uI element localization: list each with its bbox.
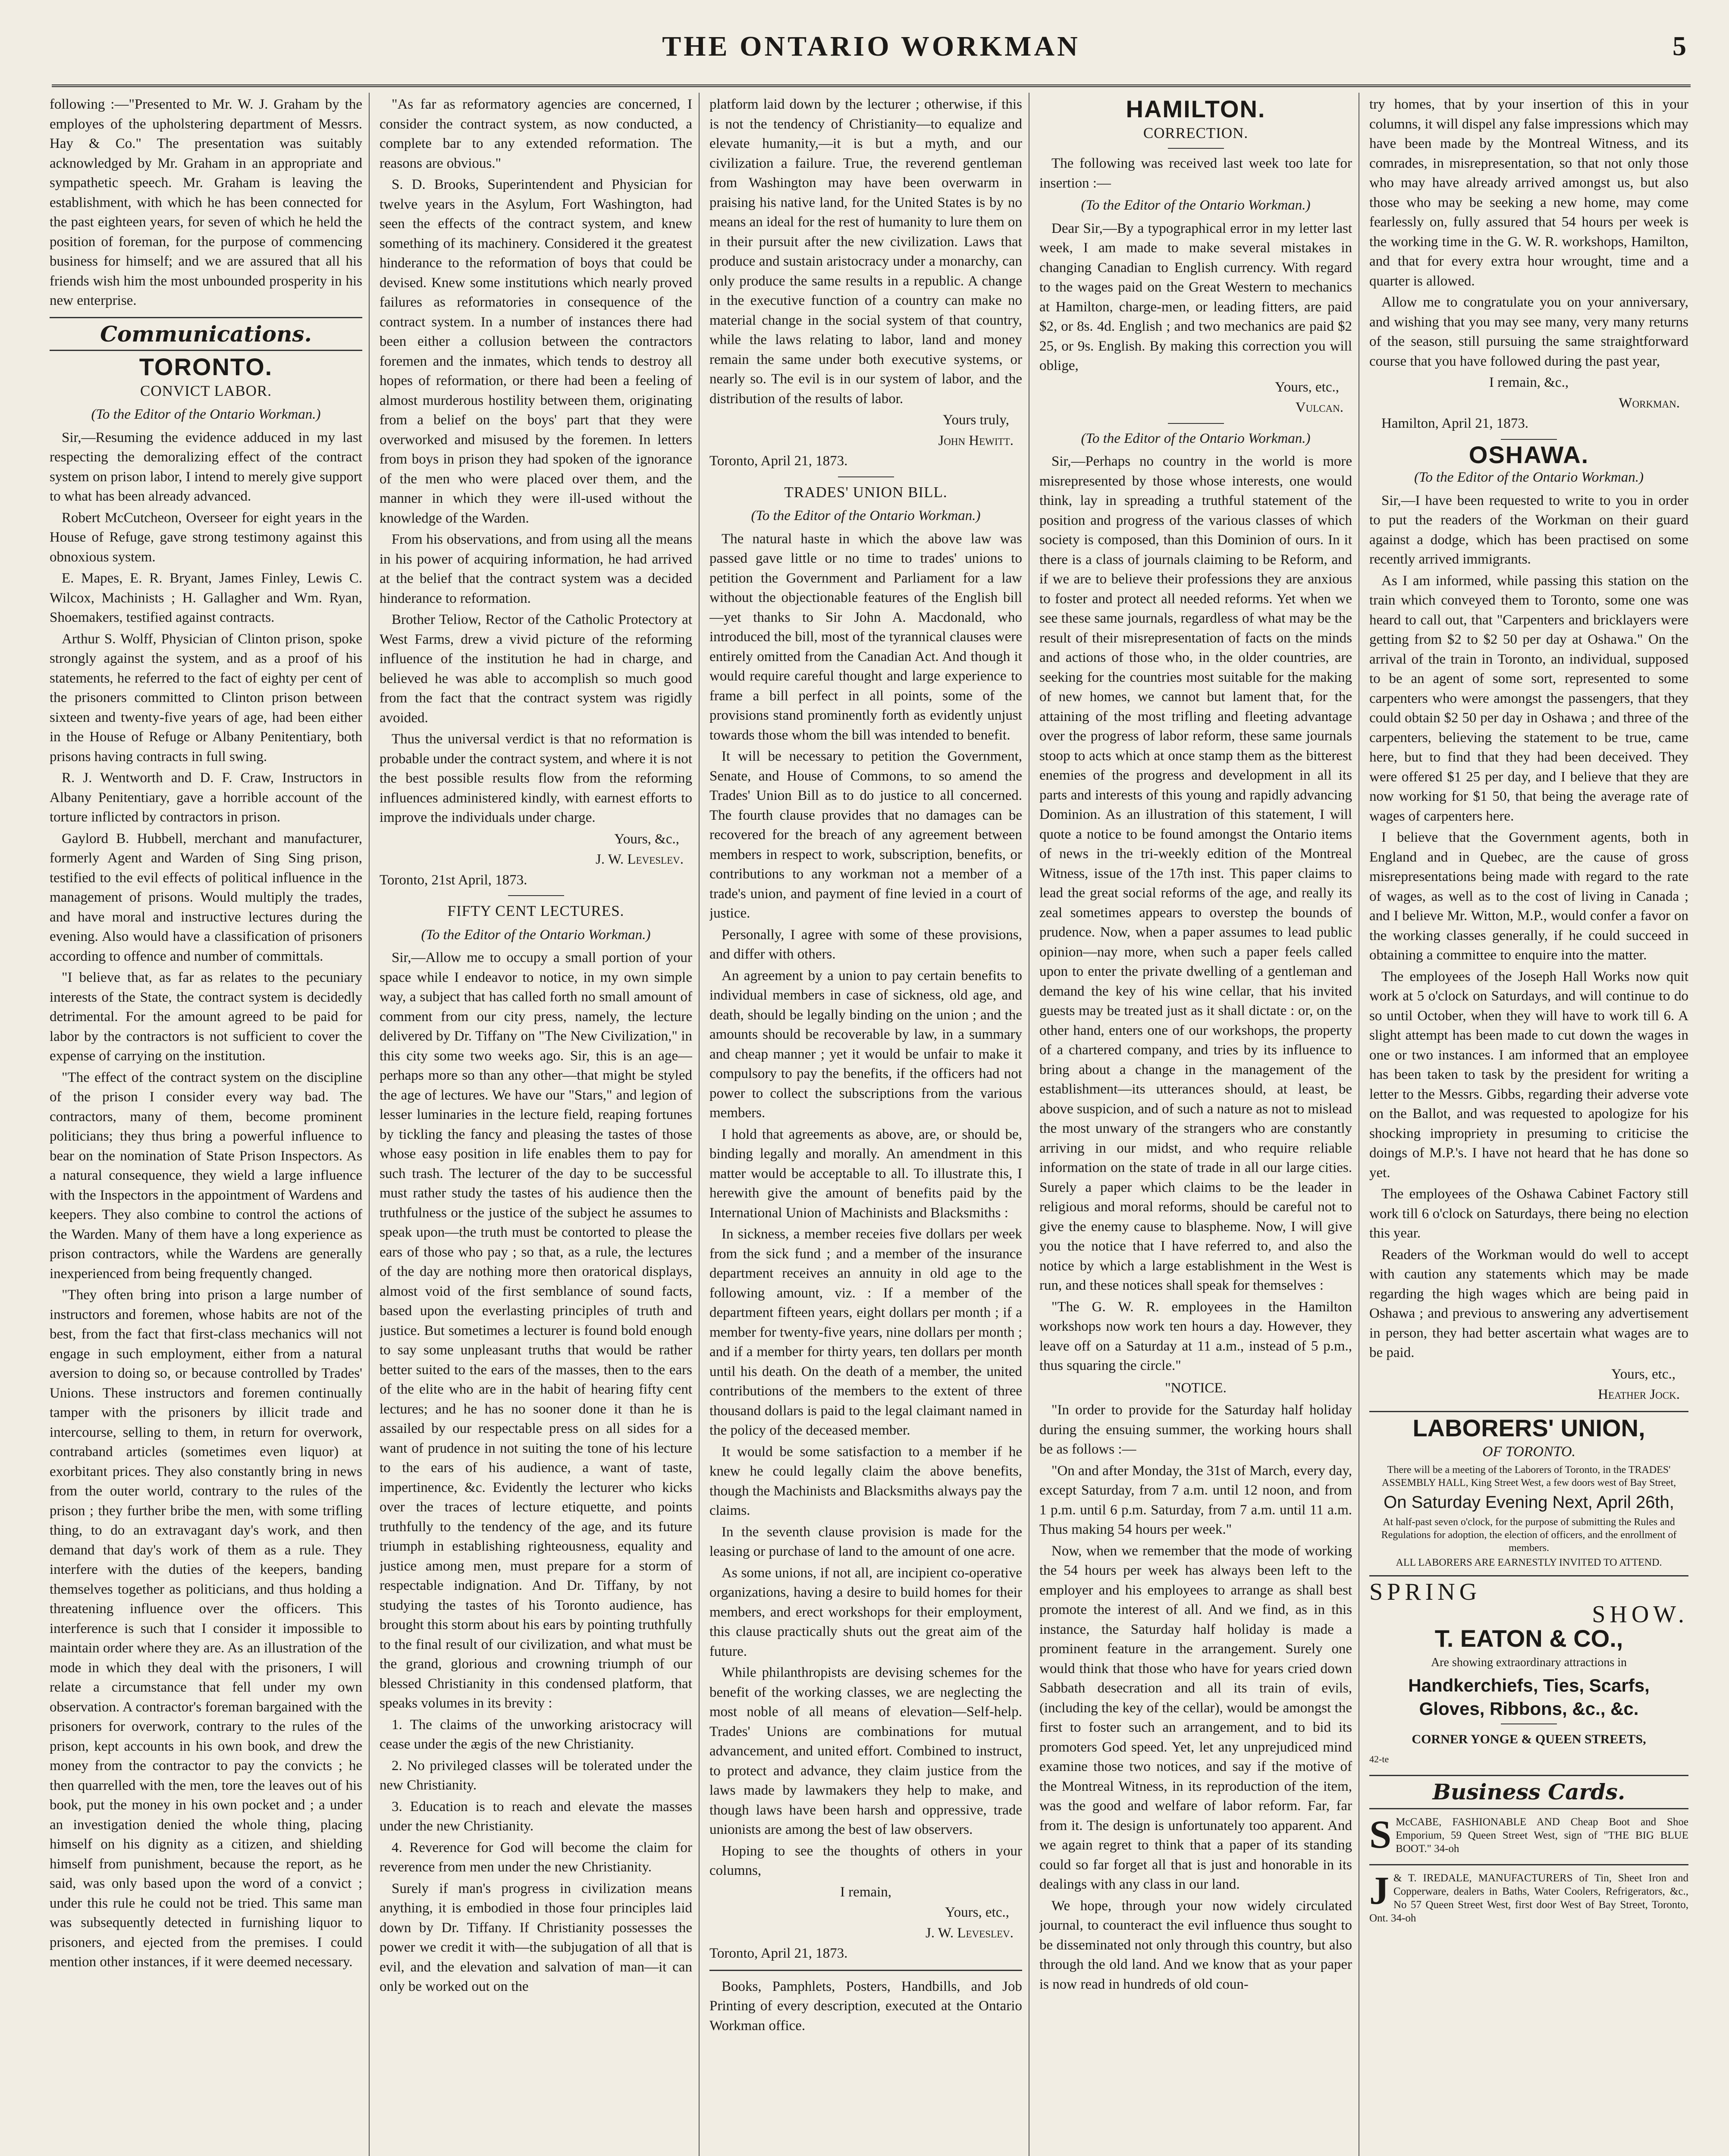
- paragraph: The employees of the Oshawa Cabinet Factory still work till 6 o'clock on Saturdays, there being no election this year.: [1369, 1186, 1688, 1241]
- signoff: I remain,: [840, 1884, 892, 1900]
- paragraph: I hold that agreements as above, are, or should be, binding legally and morally. An amendment in this matter would be acceptable to all. To illustrate this, I herewith give the amount of benefits paid by the International Union of Machinists and Blacksmiths :: [709, 1126, 1022, 1221]
- paragraph: In the seventh clause provision is made for the leasing or purchase of land to the amount of one acre.: [709, 1524, 1022, 1559]
- column-1: [50, 95, 362, 2156]
- divider: [1369, 1864, 1688, 1865]
- paragraph: We hope, through your now widely circulated journal, to counteract the evil influence thus sought to be disseminated not only through this country, but also through the old land. And we know that as your paper is now read in hundreds of old coun-: [1039, 1898, 1352, 1992]
- paragraph: "In order to provide for the Saturday half holiday during the ensuing summer, the working hours shall be as follows :—: [1039, 1402, 1352, 1457]
- paragraph: An agreement by a union to pay certain benefits to individual members in case of sickness, old age, and death, should be legally binding on the union ; and the amounts should be recoverable by law, in a summary and cheap manner ; yet it would be unfair to make it compulsory to pay the benefits, if the officers had not power to collect the subscriptions from the various members.: [709, 968, 1022, 1121]
- dateline: Hamilton, April 21, 1873.: [1381, 416, 1528, 431]
- paragraph: Gaylord B. Hubbell, merchant and manufacturer, formerly Agent and Warden of Sing Sing prison, testified to the evil effects of political influence in the management of prisons. Would multiply the trades, and have moral and instructive lectures during the evening. Also would have a classification of prisoners according to offence and number of committals.: [50, 830, 362, 964]
- column-3: [709, 95, 1022, 2156]
- paragraph: 4. Reverence for God will become the claim for reverence from men under the new Christianity.: [380, 1839, 692, 1875]
- editor-note: (To the Editor of the Ontario Workman.): [421, 927, 651, 943]
- column-divider: [369, 93, 370, 2156]
- paragraph: In sickness, a member receies five dollars per week from the sick fund ; and a member of the insurance department receives an annuity in old age to the following amount, viz. : If a member of the department fifteen years, eight dollars per month ; if a member for twenty-five years, nine dollars per month ; and if a member for thirty years, ten dollars per month until his death. On the death of a member, the united contributions of the members to the extent of three thousand dollars is paid to the legal claimant named in the policy of the deceased member.: [709, 1226, 1022, 1438]
- column-2: [380, 95, 692, 2156]
- author-name: J. W. Leveslev.: [596, 852, 684, 867]
- paragraph: The employees of the Joseph Hall Works now quit work at 5 o'clock on Saturdays, and will continue to do so until October, when they will have to work till 6. A slight attempt has been made to cut down the wages in one or two instances. I am informed that an employee has been taken to task by the president for writing a letter to the Messrs. Gibbs, regarding their adverse vote on the Ballot, and was requested to apologize for his shocking impropriety in presuming to criticise the doings of M.P.'s. I have not heard that he has done so yet.: [1369, 968, 1688, 1181]
- paragraph: Sir,—Allow me to occupy a small portion of your space while I endeavor to notice, in my own simple way, a subject that has called forth no small amount of comment from our city press, namely, the lecture delivered by Dr. Tiffany on "The New Civilization," in this city some two weeks ago. Sir, this is an age—perhaps more so than any other—that might be styled the age of lectures. We have our "Stars," and legion of lesser luminaries in the lecture field, reaping fortunes by tickling the fancy and pleasing the tastes of those whose easy position in life enables them to pay for such trash. The lecturer of the day to be successful must rather study the tastes of his audience then the truthfulness or the justice of the subject he assumes to speak upon—the truth must be contorted to please the ears of those who pay ; so that, as a rule, the lectures of the day are nothing more then oratorical displays, almost void of the first semblance of sound facts, based upon the everlasting principles of truth and justice. But sometimes a lecturer is found bold enough to say some unpleasant truths that would be rather better suited to the ears of the masses, then to the ears of the elite who are in the habit of hearing fifty cent lectures; and he has no sooner done it than he is assailed by our respectable press on all sides for a want of prudence in not suiting the tone of his lecture to the ears of his audience, a want of taste, impertinence, &c. Evidently the lecturer who kicks over the traces of lecture etiquette, and points truthfully to the tendency of the age, and its future triumph in establishing righteousness, equality and justice among men, must prepare for a storm of respectable indignation. And Dr. Tiffany, by not studying the tastes of his Toronto audience, has brought this storm about his ears by pointing truthfully to the final result of our civilization, and what must be the grand, glorious and crowning triumph of our blessed Christianity in this condensed platform, that speaks volumes in its brevity :: [380, 950, 692, 1711]
- paragraph: Thus the universal verdict is that no reformation is probable under the contract system, and where it is not the best possible results flow from the reforming influences administered kindly, with earnest efforts to improve the individuals under charge.: [380, 731, 692, 825]
- city-heading: OSHAWA.: [1469, 441, 1589, 468]
- dateline: Toronto, April 21, 1873.: [709, 453, 848, 469]
- editor-note: (To the Editor of the Ontario Workman.): [1081, 430, 1311, 446]
- ad-goods: Handkerchiefs, Ties, Scarfs,: [1408, 1675, 1650, 1695]
- signoff: Yours, etc.,: [945, 1905, 1009, 1920]
- column-divider: [699, 93, 700, 2156]
- ad-date: On Saturday Evening Next, April 26th,: [1384, 1492, 1674, 1512]
- eaton-ad: [1369, 1579, 1688, 1769]
- editor-note: (To the Editor of the Ontario Workman.): [91, 407, 321, 422]
- paragraph: Personally, I agree with some of these provisions, and differ with others.: [709, 927, 1022, 962]
- dateline: Toronto, 21st April, 1873.: [380, 872, 527, 888]
- signoff: I remain, &c.,: [1489, 375, 1569, 390]
- paragraph: Readers of the Workman would do well to accept with caution any statements which may be made regarding the high wages which are being paid in Oshawa ; and previous to answering any advertisement in person, they had better ascertain what wages are to be paid.: [1369, 1247, 1688, 1360]
- paragraph: try homes, that by your insertion of this in your columns, it will dispel any false impressions which may have been made by the Montreal Witness, and its comrades, in misrepresentation, so that not only those who may have already arrived amongst us, but also those who may be seeking a new home, may come fearlessly on, fully assured that 54 hours per week is the working time in the G. W. R. workshops, Hamilton, and that for every extra hour wrought, time and a quarter is allowed.: [1369, 97, 1688, 289]
- divider: [1369, 1575, 1688, 1576]
- editor-note: (To the Editor of the Ontario Workman.): [1081, 197, 1311, 213]
- card-text: & T. IREDALE, MANUFACTURERS of Tin, Sheet Iron and Copperware, dealers in Baths, Water Coolers, Refrigerators, &c., No 57 Queen Street West, first door West of Bay Street, Toronto, Ont. 34-oh: [1369, 1872, 1688, 1924]
- section-heading: Business Cards.: [1432, 1779, 1625, 1805]
- paragraph: It will be necessary to petition the Government, Senate, and House of Commons, to so amend the Trades' Union Bill as to do justice to all concerned. The fourth clause provides that no damages can be recovered for the breach of any agreement between members in respect to work, subscription, benefits, or contributions to any workman not a member of a trade's union, and payment of fine levied in a court of justice.: [709, 749, 1022, 921]
- paragraph: Dear Sir,—By a typographical error in my letter last week, I am made to make several mistakes in changing Canadian to English currency. With regard to the wages paid on the Great Western to mechanics at Hamilton, charge-men, or leading fitters, are paid $2, or 8s. 4d. English ; and two mechanics are paid $2 25, or 9s. English. By making this correction you will oblige,: [1039, 220, 1352, 373]
- printing-ad: Books, Pamphlets, Posters, Handbills, and Job Printing of every description, executed at the Ontario Workman office.: [709, 1978, 1022, 2034]
- business-card: [1369, 1812, 1688, 1856]
- article-heading: CORRECTION.: [1143, 124, 1249, 141]
- article-heading: CONVICT LABOR.: [140, 382, 272, 399]
- paragraph: "As far as reformatory agencies are concerned, I consider the contract system, as now conducted, a complete bar to any extended reformation. The reasons are obvious.": [380, 97, 692, 171]
- ad-text: Are showing extraordinary attractions in: [1431, 1655, 1627, 1669]
- paragraph: 2. No privileged classes will be tolerated under the new Christianity.: [380, 1758, 692, 1793]
- signoff: Yours truly,: [942, 412, 1009, 428]
- paragraph: "They often bring into prison a large number of instructors and foremen, whose habits are not of the best, from the fact that first-class mechanics will not engage in such employment, either from a natural aversion to doing so, or because controlled by Trades' Unions. These instructors and foremen continually tamper with the prisoners by illicit trade and intercourse, selling to them, in return for overwork, contraband articles (sometimes even liquor) at exorbitant prices. They also constantly bring in news from the outer world, contrary to the rules of the prison ; they further bribe the men, with some trifling thing, to do an extravagant day's work, and then demand that day's work of them as a rule. They interfere with the duties of the keepers, banding themselves together as politicians, and thus holding a threatening influence over the officers. This interference is such that I consider it impossible to maintain order where they are. As an illustration of the mode in which they deal with the prisoners, I will relate a circumstance that fell under my own observation. A contractor's foreman bargained with the prisoners for overwork, contrary to the rules of the prison, kept accounts in his own book, and drew the money from the contractor to pay the convicts ; he then quarrelled with the men, tore the leaves out of his book, put the money in his own pocket and ; a under an investigation denied the whole thing, placing himself on his dignity as a citizen, and shielding himself from punishment, because the report, as he said, was only based upon the word of a convict ; under this rule he could not be tried. This same man was subsequently detected in furnishing liquor to prisoners, and ejected from the premises. I could mention other instances, if it were deemed necessary.: [50, 1287, 362, 1970]
- divider: [1501, 439, 1557, 440]
- paragraph: Brother Teliow, Rector of the Catholic Protectory at West Farms, drew a vivid picture of the reforming influence of the institution he had in charge, and believed he was able to accomplish so much good from the fact that the contract system was rigidly avoided.: [380, 612, 692, 726]
- paragraph: While philanthropists are devising schemes for the benefit of the working classes, we are neglecting the most noble of all means of elevation—Self-help. Trades' Unions are combinations for mutual advancement, and united effort. Combined to instruct, to protect and advance, they claim justice from the laws made by lawmakers they help to make, and though laws have been harsh and oppressive, trade unionists are among the best of law observers.: [709, 1665, 1022, 1837]
- ad-text: At half-past seven o'clock, for the purpose of submitting the Rules and Regulations for adoption, the election of officers, and the enrollment of members.: [1381, 1517, 1677, 1554]
- city-heading: HAMILTON.: [1126, 95, 1266, 122]
- paragraph: As some unions, if not all, are incipient co-operative organizations, having a desire to build homes for their members, and erect workshops for their employment, this clause practically shuts out the great aim of the future.: [709, 1565, 1022, 1659]
- paragraph: From his observations, and from using all the means in his power of acquiring information, he had arrived at the belief that the contract system was a decided hinderance to reformation.: [380, 532, 692, 606]
- divider: [50, 350, 362, 351]
- editor-note: (To the Editor of the Ontario Workman.): [751, 508, 981, 523]
- ad-goods: Gloves, Ribbons, &c., &c.: [1419, 1698, 1639, 1719]
- laborers-union-ad: [1369, 1414, 1688, 1570]
- paragraph: 3. Education is to reach and elevate the masses under the new Christianity.: [380, 1799, 692, 1834]
- paragraph: It would be some satisfaction to a member if he knew he could legally claim the above benefits, though the Machinists and Blacksmiths always pay the claims.: [709, 1444, 1022, 1518]
- ad-text: ALL LABORERS ARE EARNESTLY INVITED TO ATTEND.: [1396, 1557, 1662, 1568]
- signoff: Yours, etc.,: [1275, 379, 1339, 395]
- divider: [709, 1970, 1022, 1971]
- paragraph: Sir,—Resuming the evidence adduced in my last respecting the demoralizing effect of the contract system on prison labor, I intend to merely give support to what has been already advanced.: [50, 429, 362, 504]
- paragraph: The following was received last week too late for insertion :—: [1039, 156, 1352, 191]
- paragraph: Now, when we remember that the mode of working the 54 hours per week has always been left to the employer and his employees to arrange as shall best promote the interest of all. And we find, as in this instance, the Saturday half holiday is made a prominent feature in the arrangement. Surely one would think that those who have for years cried down Sabbath desecration and all its train of evils, (including the key of the cellar), would be amongst the first to foster such an arrangement, and to bid its promoters God speed. Yet, let any unprejudiced mind examine those two notices, and say if the motive of the Montreal Witness, in its reproduction of the item, was the good and welfare of labor reform. Far, far from it. The design is unfortunately too apparent. And we again regret to think that a paper of its standing could so far forget all that is just and honorable in its dealings with any class in our land.: [1039, 1543, 1352, 1892]
- page-number: 5: [1673, 31, 1686, 61]
- newspaper-title: THE ONTARIO WORKMAN: [662, 31, 1080, 62]
- divider: [838, 476, 894, 477]
- ad-firm: T. EATON & CO.,: [1434, 1625, 1623, 1652]
- masthead: [52, 30, 1691, 69]
- city-heading: TORONTO.: [139, 353, 273, 380]
- intro-paragraph: following :—"Presented to Mr. W. J. Graham by the employes of the upholstering department of Messrs. Hay & Co." The presentation was suitably acknowledged by Mr. Graham in an appropriate and sympathetic speech. Mr. Graham is leaving the establishment, with which he has been connected for the past eighteen years, for seven of which he held the position of foreman, for the purpose of commencing business for himself; and we are assured that all his friends wish him the most unbounded prosperity in his new enterprise.: [50, 97, 362, 308]
- card-text: McCABE, FASHIONABLE AND Cheap Boot and Shoe Emporium, 59 Queen Street West, sign of "THE BIG BLUE BOOT." 34-oh: [1396, 1816, 1688, 1855]
- dropcap: S: [1369, 1812, 1392, 1856]
- paragraph: Surely if man's progress in civilization means anything, it is embodied in those four principles laid down by Dr. Tiffany. If Christianity possesses the power we credit it with—the subjugation of all that is evil, and the elevation and salvation of man—it can only be worked out on the: [380, 1880, 692, 1994]
- paragraph: Sir,—Perhaps no country in the world is more misrepresented by those whose interests, one would think, lay in spreading a truthful statement of the position and progress of the various classes of which society is composed, than this Dominion of ours. In it there is a class of journals claiming to be Reform, and if we are to believe their professions they are anxious to foster and protect all needed reforms. Yet when we see these same journals, regardless of what may be the result of their misrepresentation of facts on the minds and actions of those who, in the older countries, are seeking for the countries most suitable for the making of new homes, we cannot but lament that, for the attaining of the most trifling and fleeting advantage over the progress of labor reform, these same journals stoop to acts which at once stamp them as the bitterest enemies of the progress and development in all its parts and interests of this young and rapidly advancing Dominion. As an illustration of this statement, I will quote a notice to be found amongst the Ontario items of news in the tri-weekly edition of the Montreal Witness, issue of the 17th inst. This paper claims to lead the great social reforms of the age, and really its zeal sometimes appears to overstep the bounds of prudence. Now, when a paper assumes to lead public opinion—nay more, when such a paper feels called upon to enter the private dwelling of a gentleman and demand the key of his wine cellar, that his invited guests may be treated just as it shall dictate : or, on the other hand, enters one of our workshops, the property of a chartered company, and tries by its influence to bring about a change in the management of the establishment—its utterances should, at least, be above suspicion, and of such a nature as not to mislead the most unwary of the strangers who are constantly arriving in our midst, and who require reliable information on the state of trade in all our large cities. Surely a paper which claims to be the leader in religious and moral reforms, should be careful not to give the enemy cause to blaspheme. Now, I will give you the notice that I have referred to, and also the notice by which a large establishment in the West is run, and these notices shall speak for themselves :: [1039, 454, 1352, 1293]
- paragraph: Arthur S. Wolff, Physician of Clinton prison, spoke strongly against the system, and as a proof of his statements, he referred to the fact of eighty per cent of the prisoners committed to Clinton prison between sixteen and twenty-five years of age, had been either in the House of Refuge or Albany Penitentiary, both prisons having contracts in full swing.: [50, 631, 362, 765]
- divider: [1369, 1808, 1688, 1809]
- divider: [1369, 1411, 1688, 1412]
- paragraph: Hoping to see the thoughts of others in your columns,: [709, 1843, 1022, 1878]
- ad-show: SHOW.: [1592, 1601, 1688, 1628]
- paragraph: Sir,—I have been requested to write to you in order to put the readers of the Workman on their guard against a dodge, which has been practised on some recently arrived immigrants.: [1369, 492, 1688, 567]
- paragraph: As I am informed, while passing this station on the train which conveyed them to Toronto, some one was heard to call out, that "Carpenters and bricklayers were getting from $2 to $2 50 per day at Oshawa." On the arrival of the train in Toronto, an individual, supposed to be an agent of some sort, represented to some carpenters who were amongst the passengers, that they could obtain $2 50 per day in Oshawa ; and three of the carpenters, believing the statement to be true, came here, but to find that they had been deceived. They were offered $1 25 per day, and I believe that they are now working for $1 50, that being the average rate of wages of carpenters here.: [1369, 573, 1688, 824]
- signoff: Yours, etc.,: [1611, 1366, 1676, 1382]
- editor-note: (To the Editor of the Ontario Workman.): [1414, 470, 1644, 485]
- ad-title: LABORERS' UNION,: [1412, 1414, 1645, 1442]
- ad-text: There will be a meeting of the Laborers of Toronto, in the TRADES' ASSEMBLY HALL, King Street West, a few doors west of Bay Street,: [1381, 1464, 1676, 1489]
- divider: [50, 317, 362, 318]
- paragraph: R. J. Wentworth and D. F. Craw, Instructors in Albany Penitentiary, gave a horrible account of the torture inflicted by contractors in prison.: [50, 770, 362, 825]
- paragraph: "The effect of the contract system on the discipline of the prison I consider every way bad. The contractors, many of them, become prominent politicians; they thus bring a powerful influence to bear on the nomination of State Prison Inspectors. As a natural consequence, they wield a large influence with the Inspectors in the appointment of Wardens and keepers. They also combine to control the actions of the Warden. Many of them have a long experience as prison contractors, while the Wardens are generally inexperienced from being frequently changed.: [50, 1069, 362, 1282]
- paragraph: Robert McCutcheon, Overseer for eight years in the House of Refuge, gave strong testimony against this obnoxious system.: [50, 510, 362, 565]
- dropcap: J: [1369, 1868, 1389, 1912]
- ad-spring: SPRING: [1369, 1579, 1481, 1605]
- column-5: [1369, 95, 1688, 2156]
- paragraph: "The G. W. R. employees in the Hamilton workshops now work ten hours a day. However, they leave off on a Saturday at 11 a.m., instead of 5 p.m., thus squaring the circle.": [1039, 1299, 1352, 1373]
- divider: [508, 895, 564, 896]
- author-name: John Hewitt.: [938, 432, 1014, 448]
- paragraph: 1. The claims of the unworking aristocracy will cease under the ægis of the new Christianity.: [380, 1717, 692, 1752]
- business-card: [1369, 1868, 1688, 1925]
- paragraph: I believe that the Government agents, both in England and in Quebec, are the cause of gross misrepresentations being made with regard to the rate of wages, as well as to the cost of living in Canada ; and I believe Mr. Witton, M.P., would confer a favor on the working classes generally, if he could succeed in obtaining a committee to enquire into the matter.: [1369, 830, 1688, 963]
- paragraph: Allow me to congratulate you on your anniversary, and wishing that you may see many, very many returns of the season, still pursuing the same straightforward course that you have followed during the past year,: [1369, 295, 1688, 369]
- paragraph: The natural haste in which the above law was passed gave little or no time to trades' unions to petition the Government and Parliament for a law without the objectionable features of the English bill—yet thanks to Sir John A. Macdonald, who introduced the bill, most of the tyrannical clauses were entirely omitted from the Canadian Act. And though it would require careful thought and large experience to frame a bill perfect in all points, some of the provisions stand prominently forth as evidently unjust towards those whom the bill was intended to benefit.: [709, 531, 1022, 743]
- paragraph: E. Mapes, E. R. Bryant, James Finley, Lewis C. Wilcox, Machinists ; H. Gallagher and Wm. Ryan, Shoemakers, testified against contracts.: [50, 570, 362, 625]
- divider: [1369, 1775, 1688, 1776]
- paragraph: "I believe that, as far as relates to the pecuniary interests of the State, the contract system is decidedly detrimental. For the amount agreed to be paid for labor by the contractors is not sufficient to cover the expense of carrying on the institution.: [50, 970, 362, 1064]
- author-name: Workman.: [1619, 395, 1680, 411]
- author-name: Vulcan.: [1295, 400, 1343, 415]
- article-heading: FIFTY CENT LECTURES.: [447, 903, 624, 919]
- signoff: Yours, &c.,: [614, 831, 679, 847]
- column-4: [1039, 95, 1352, 2156]
- paragraph: "On and after Monday, the 31st of March, every day, except Saturday, from 7 a.m. until 12 noon, and from 1 p.m. until 6 p.m. Saturday, from 7 a.m. until 11 a.m. Thus making 54 hours per week.": [1039, 1463, 1352, 1537]
- paragraph: platform laid down by the lecturer ; otherwise, if this is not the tendency of Christianity—to equalize and elevate humanity,—it is but a myth, and our civilization a failure. True, the reverend gentleman from Washington may have been overwarm in praising his native land, for the United States is by no means an ideal for the rest of humanity to lure them on in their pursuit after the new civilization. Laws that produce and sustain aristocracy under a monarchy, can only produce the same results in a republic. A change in the executive function of a country can make no material change in the social system of that country, while the laws relating to labor, land and money remain the same under both executive systems, or nearly so. The evil is in our system of labor, and the distribution of the results of labor.: [709, 97, 1022, 407]
- section-heading: Communications.: [100, 321, 312, 347]
- divider: [1168, 148, 1224, 149]
- masthead-rule: [52, 85, 1691, 87]
- ad-address: CORNER YONGE & QUEEN STREETS,: [1412, 1732, 1646, 1746]
- article-heading: TRADES' UNION BILL.: [784, 483, 948, 501]
- author-name: J. W. Leveslev.: [926, 1925, 1014, 1941]
- dateline: Toronto, April 21, 1873.: [709, 1946, 848, 1961]
- divider: [1168, 423, 1224, 424]
- ad-subtitle: OF TORONTO.: [1482, 1444, 1576, 1460]
- author-name: Heather Jock.: [1598, 1387, 1680, 1402]
- paragraph: S. D. Brooks, Superintendent and Physician for twelve years in the Asylum, Fort Washington, had seen the effects of the contract system, and knew something of its machinery. Considered it the greatest hinderance to the reformation of boys that could be devised. Knew some institutions which nearly proved failures as reformatories in consequence of the contract system. In a number of instances there had been either a collusion between the contractors foremen and the inmates, which tends to destroy all hopes of reformation, or there had been a feeling of almost murderous hostility between them, originating from a belief on the boys' part that they were overworked and misused by the foremen. In letters from boys in prison they had spoken of the ignorance of the men who were placed over them, and the manner in which they were ill-used without the knowledge of the Warden.: [380, 177, 692, 526]
- ad-ref: 42-te: [1369, 1753, 1389, 1764]
- notice-label: "NOTICE.: [1165, 1380, 1227, 1396]
